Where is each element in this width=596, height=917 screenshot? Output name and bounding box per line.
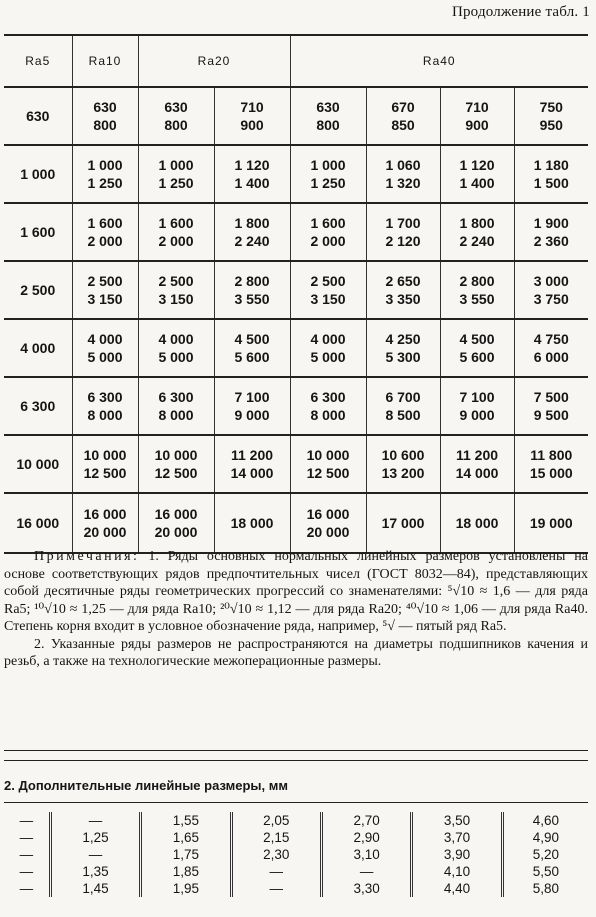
cell-value: 3 150 bbox=[158, 291, 194, 307]
cell-value: 10 000 bbox=[16, 456, 60, 472]
cell-value: — bbox=[19, 864, 34, 879]
cell-value: 6 300 bbox=[158, 389, 194, 405]
cell-value: 11 800 bbox=[530, 447, 573, 463]
cell-ra40 bbox=[514, 261, 588, 319]
notes bbox=[4, 548, 588, 671]
cell-value: 10 600 bbox=[381, 447, 425, 463]
cell-ra40 bbox=[440, 319, 514, 377]
cell-value: 1 180 bbox=[533, 157, 569, 173]
cell-value: 11 200 bbox=[455, 447, 499, 463]
cell-value: 4 500 bbox=[234, 331, 270, 347]
table-row bbox=[4, 846, 588, 863]
cell-ra10 bbox=[72, 493, 138, 553]
cell-value: 9 000 bbox=[234, 407, 270, 423]
cell-value: 950 bbox=[539, 117, 563, 133]
header-ra20: Ra20 bbox=[138, 35, 290, 87]
continuation-label: Продолжение табл. 1 bbox=[451, 4, 590, 20]
table-row bbox=[4, 377, 588, 435]
cell-value: 5 000 bbox=[310, 349, 346, 365]
cell-value: 20 000 bbox=[306, 524, 350, 540]
cell-value: 5,50 bbox=[502, 863, 588, 880]
cell-ra40 bbox=[366, 319, 440, 377]
table-row bbox=[4, 812, 588, 829]
cell-value: 3,50 bbox=[412, 812, 502, 829]
cell-value: 1,45 bbox=[50, 880, 140, 897]
cell-ra10 bbox=[72, 87, 138, 145]
cell-ra5 bbox=[4, 145, 72, 203]
cell-ra40 bbox=[290, 377, 366, 435]
cell-value: 2 360 bbox=[533, 233, 569, 249]
cell-value: 2,30 bbox=[231, 846, 321, 863]
cell-value: 1 800 bbox=[459, 215, 495, 231]
cell-value: 6 000 bbox=[533, 349, 569, 365]
cell-value: 8 000 bbox=[87, 407, 123, 423]
cell-value: 4,60 bbox=[502, 812, 588, 829]
cell-value: 800 bbox=[316, 117, 340, 133]
cell-ra40 bbox=[290, 203, 366, 261]
cell-value: 900 bbox=[465, 117, 489, 133]
cell-value: 2 800 bbox=[459, 273, 495, 289]
cell-ra40 bbox=[366, 203, 440, 261]
cell-value: 5,80 bbox=[502, 880, 588, 897]
cell-value: 1 600 bbox=[310, 215, 346, 231]
cell-ra10 bbox=[72, 145, 138, 203]
cell-value: 17 000 bbox=[381, 515, 425, 531]
cell-value: 14 000 bbox=[230, 465, 274, 481]
cell-ra20 bbox=[138, 493, 214, 553]
cell-value: 800 bbox=[93, 117, 117, 133]
cell-ra40 bbox=[290, 145, 366, 203]
cell-value: — bbox=[321, 863, 411, 880]
cell-value: 2,70 bbox=[321, 812, 411, 829]
cell-ra40 bbox=[514, 145, 588, 203]
cell-value: 630 bbox=[316, 99, 340, 115]
cell-value: 1,75 bbox=[141, 846, 231, 863]
cell-ra20 bbox=[138, 377, 214, 435]
cell-ra20 bbox=[138, 435, 214, 493]
cell-value: 2 500 bbox=[310, 273, 346, 289]
cell-ra20 bbox=[214, 145, 290, 203]
cell-value: 16 000 bbox=[154, 506, 198, 522]
cell-ra20 bbox=[138, 145, 214, 203]
cell-value: 900 bbox=[240, 117, 264, 133]
cell-value: 3 550 bbox=[459, 291, 495, 307]
cell-value: 630 bbox=[164, 99, 188, 115]
table2-title: 2. Дополнительные линейные размеры, мм bbox=[4, 778, 288, 793]
cell-value: 1 600 bbox=[87, 215, 123, 231]
cell-value: 1 120 bbox=[459, 157, 495, 173]
table-row bbox=[4, 319, 588, 377]
cell-value: — bbox=[50, 812, 140, 829]
cell-ra40 bbox=[514, 435, 588, 493]
cell-value: — bbox=[50, 846, 140, 863]
cell-value: 1 500 bbox=[533, 175, 569, 191]
cell-value: 2 650 bbox=[385, 273, 421, 289]
table-additional-sizes bbox=[4, 812, 588, 897]
cell-value: — bbox=[231, 880, 321, 897]
cell-value: 4,90 bbox=[502, 829, 588, 846]
section-divider-bottom bbox=[4, 760, 588, 761]
cell-value: 1 000 bbox=[158, 157, 194, 173]
cell-value: — bbox=[19, 830, 34, 845]
cell-ra40 bbox=[440, 493, 514, 553]
cell-value: 7 100 bbox=[459, 389, 495, 405]
cell-ra20 bbox=[214, 493, 290, 553]
cell-value: 4,10 bbox=[412, 863, 502, 880]
cell-value: 1 800 bbox=[234, 215, 270, 231]
cell-ra40 bbox=[290, 319, 366, 377]
cell-ra20 bbox=[214, 87, 290, 145]
note-1 bbox=[4, 548, 588, 636]
table-row bbox=[4, 829, 588, 846]
cell-value: 1 700 bbox=[385, 215, 421, 231]
cell-value: 8 000 bbox=[310, 407, 346, 423]
cell-value: 9 000 bbox=[459, 407, 495, 423]
cell-value: 1 060 bbox=[385, 157, 421, 173]
cell-value: 8 000 bbox=[158, 407, 194, 423]
cell-value: 10 000 bbox=[306, 447, 350, 463]
cell-value: 4 250 bbox=[385, 331, 421, 347]
cell-value: 5 000 bbox=[158, 349, 194, 365]
cell-ra10 bbox=[72, 261, 138, 319]
cell-value: 1 400 bbox=[459, 175, 495, 191]
cell-ra40 bbox=[440, 87, 514, 145]
cell-value: 5,20 bbox=[502, 846, 588, 863]
cell-value: 1,25 bbox=[50, 829, 140, 846]
cell-value: 2,90 bbox=[321, 829, 411, 846]
cell-value: 1,95 bbox=[141, 880, 231, 897]
cell-ra40 bbox=[440, 377, 514, 435]
cell-value: 16 000 bbox=[16, 515, 60, 531]
cell-ra40 bbox=[514, 87, 588, 145]
table-row bbox=[4, 203, 588, 261]
cell-value: 1 250 bbox=[158, 175, 194, 191]
cell-value: 13 200 bbox=[381, 465, 425, 481]
cell-value: 1,35 bbox=[50, 863, 140, 880]
cell-value: 2 500 bbox=[87, 273, 123, 289]
cell-value: 10 000 bbox=[83, 447, 127, 463]
cell-ra5 bbox=[4, 435, 72, 493]
cell-ra40 bbox=[514, 377, 588, 435]
cell-value: 750 bbox=[539, 99, 563, 115]
cell-value: 7 500 bbox=[533, 389, 569, 405]
cell-ra40 bbox=[290, 435, 366, 493]
cell-value: 1 000 bbox=[87, 157, 123, 173]
cell-ra40 bbox=[440, 145, 514, 203]
cell-value: 20 000 bbox=[83, 524, 127, 540]
cell-value: 2 240 bbox=[459, 233, 495, 249]
cell-value: 3,30 bbox=[321, 880, 411, 897]
cell-ra10 bbox=[72, 319, 138, 377]
cell-value: 2 000 bbox=[310, 233, 346, 249]
header-ra5: Ra5 bbox=[4, 35, 72, 87]
cell-value: 9 500 bbox=[533, 407, 569, 423]
cell-ra40 bbox=[366, 493, 440, 553]
cell-ra5 bbox=[4, 319, 72, 377]
cell-value: 2 800 bbox=[234, 273, 270, 289]
table-row bbox=[4, 880, 588, 897]
cell-ra40 bbox=[440, 203, 514, 261]
cell-value: 5 600 bbox=[459, 349, 495, 365]
note-2: 2. Указанные ряды размеров не распространяются на диаметры подшипников качения и резьб, а также на технологические межоперационные размеры. bbox=[4, 636, 588, 669]
table-row bbox=[4, 863, 588, 880]
cell-ra20 bbox=[214, 435, 290, 493]
cell-ra40 bbox=[366, 87, 440, 145]
cell-value: 1 400 bbox=[234, 175, 270, 191]
notes-heading: Примечания: bbox=[34, 549, 140, 564]
cell-value: — bbox=[19, 813, 34, 828]
cell-ra5 bbox=[4, 493, 72, 553]
table-row bbox=[4, 145, 588, 203]
cell-ra40 bbox=[366, 435, 440, 493]
cell-value: 2 120 bbox=[385, 233, 421, 249]
cell-ra5 bbox=[4, 87, 72, 145]
cell-ra20 bbox=[214, 261, 290, 319]
cell-value: 2,15 bbox=[231, 829, 321, 846]
cell-value: 2 500 bbox=[158, 273, 194, 289]
cell-value: 1 900 bbox=[533, 215, 569, 231]
section-divider-top bbox=[4, 750, 588, 751]
header-ra10: Ra10 bbox=[72, 35, 138, 87]
cell-value: 4 000 bbox=[87, 331, 123, 347]
cell-ra5 bbox=[4, 261, 72, 319]
cell-ra20 bbox=[138, 319, 214, 377]
cell-value: 1 320 bbox=[385, 175, 421, 191]
cell-value: 3 550 bbox=[234, 291, 270, 307]
cell-value: 4 000 bbox=[20, 340, 56, 356]
cell-value: 3,90 bbox=[412, 846, 502, 863]
cell-ra20 bbox=[138, 203, 214, 261]
cell-ra10 bbox=[72, 377, 138, 435]
cell-value: 6 300 bbox=[20, 398, 56, 414]
cell-ra20 bbox=[138, 87, 214, 145]
cell-value: 12 500 bbox=[83, 465, 127, 481]
cell-value: 2 000 bbox=[158, 233, 194, 249]
cell-value: 1 000 bbox=[20, 166, 56, 182]
cell-value: 2,05 bbox=[231, 812, 321, 829]
cell-value: 6 300 bbox=[310, 389, 346, 405]
cell-value: 6 300 bbox=[87, 389, 123, 405]
cell-value: 2 500 bbox=[20, 282, 56, 298]
cell-value: 3 350 bbox=[385, 291, 421, 307]
cell-value: 1 250 bbox=[87, 175, 123, 191]
cell-ra40 bbox=[514, 203, 588, 261]
cell-value: 8 500 bbox=[385, 407, 421, 423]
cell-value: 1,85 bbox=[141, 863, 231, 880]
cell-value: 1 600 bbox=[158, 215, 194, 231]
cell-value: 15 000 bbox=[529, 465, 573, 481]
cell-value: 1,65 bbox=[141, 829, 231, 846]
cell-value: 670 bbox=[391, 99, 415, 115]
cell-ra10 bbox=[72, 435, 138, 493]
header-ra40: Ra40 bbox=[290, 35, 588, 87]
cell-value: 4 750 bbox=[533, 331, 569, 347]
cell-value: 10 000 bbox=[154, 447, 198, 463]
cell-value: 1,55 bbox=[141, 812, 231, 829]
cell-ra20 bbox=[214, 319, 290, 377]
cell-value: 2 000 bbox=[87, 233, 123, 249]
cell-value: 630 bbox=[93, 99, 117, 115]
cell-value: 6 700 bbox=[385, 389, 421, 405]
cell-ra20 bbox=[138, 261, 214, 319]
cell-ra40 bbox=[440, 261, 514, 319]
cell-ra40 bbox=[440, 435, 514, 493]
cell-ra20 bbox=[214, 377, 290, 435]
cell-value: 19 000 bbox=[529, 515, 573, 531]
table-preferred-sizes bbox=[4, 34, 588, 554]
cell-value: 710 bbox=[240, 99, 264, 115]
cell-value: 710 bbox=[465, 99, 489, 115]
cell-value: 1 250 bbox=[310, 175, 346, 191]
cell-value: 3 000 bbox=[533, 273, 569, 289]
cell-value: — bbox=[19, 847, 34, 862]
cell-value: 14 000 bbox=[455, 465, 499, 481]
table-row bbox=[4, 435, 588, 493]
cell-ra5 bbox=[4, 377, 72, 435]
cell-ra40 bbox=[514, 493, 588, 553]
cell-value: 11 200 bbox=[230, 447, 274, 463]
cell-value: 800 bbox=[164, 117, 188, 133]
cell-value: 1 000 bbox=[310, 157, 346, 173]
cell-ra10 bbox=[72, 203, 138, 261]
cell-value: 1 600 bbox=[20, 224, 56, 240]
cell-value: 1 120 bbox=[234, 157, 270, 173]
cell-value: 4 000 bbox=[310, 331, 346, 347]
cell-value: 12 500 bbox=[306, 465, 350, 481]
cell-value: 5 300 bbox=[385, 349, 421, 365]
cell-value: 18 000 bbox=[455, 515, 499, 531]
cell-ra40 bbox=[366, 377, 440, 435]
table-row bbox=[4, 493, 588, 553]
cell-value: 20 000 bbox=[154, 524, 198, 540]
table-row bbox=[4, 87, 588, 145]
cell-value: 5 600 bbox=[234, 349, 270, 365]
cell-ra40 bbox=[290, 261, 366, 319]
cell-ra40 bbox=[290, 87, 366, 145]
cell-value: 16 000 bbox=[83, 506, 127, 522]
table-row bbox=[4, 261, 588, 319]
cell-value: 850 bbox=[391, 117, 415, 133]
cell-ra40 bbox=[366, 145, 440, 203]
cell-value: — bbox=[19, 881, 34, 896]
cell-value: 2 240 bbox=[234, 233, 270, 249]
cell-value: 3 150 bbox=[310, 291, 346, 307]
cell-value: 4,40 bbox=[412, 880, 502, 897]
table2-top-rule bbox=[4, 802, 588, 803]
cell-value: 3 750 bbox=[533, 291, 569, 307]
cell-ra40 bbox=[366, 261, 440, 319]
note-1-text: 1. Ряды основных нормальных линейных размеров установлены на основе соответствующих рядов предпочтительных чисел (ГОСТ 8032—84), представляющих собой десятичные ряды геометрических прогрессий со знаменателями: ⁵√10 ≈ 1,6 — для ряда Ra5; ¹⁰√10 ≈ 1,25 — для ряда Ra10; ²⁰√10 ≈ 1,12 — для ряда Ra20; ⁴⁰√10 ≈ 1,06 — для ряда Ra40. Степень корня входит в условное обозначение ряда, например, ⁵√ — пятый ряд Ra5. bbox=[4, 549, 589, 634]
cell-value: 4 000 bbox=[158, 331, 194, 347]
cell-ra40 bbox=[290, 493, 366, 553]
cell-value: 7 100 bbox=[234, 389, 270, 405]
cell-value: 3 150 bbox=[87, 291, 123, 307]
cell-ra20 bbox=[214, 203, 290, 261]
cell-value: 16 000 bbox=[306, 506, 350, 522]
cell-value: — bbox=[231, 863, 321, 880]
cell-ra5 bbox=[4, 203, 72, 261]
cell-value: 18 000 bbox=[230, 515, 274, 531]
cell-value: 12 500 bbox=[154, 465, 198, 481]
cell-value: 630 bbox=[26, 108, 50, 124]
cell-value: 4 500 bbox=[459, 331, 495, 347]
cell-value: 3,10 bbox=[321, 846, 411, 863]
cell-ra40 bbox=[514, 319, 588, 377]
cell-value: 3,70 bbox=[412, 829, 502, 846]
cell-value: 5 000 bbox=[87, 349, 123, 365]
